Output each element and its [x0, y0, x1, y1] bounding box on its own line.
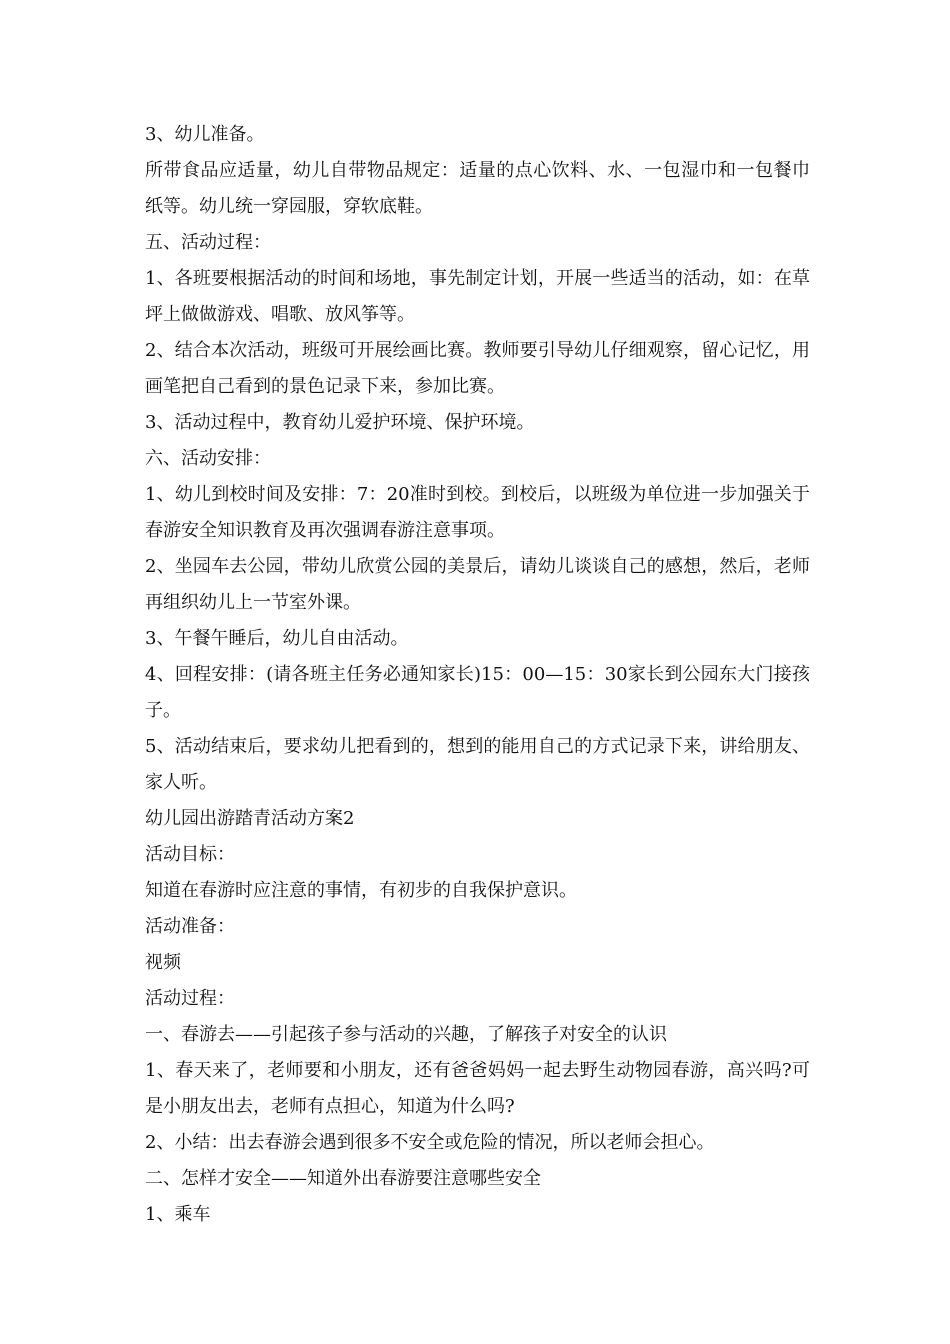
document-body [145, 117, 810, 1233]
section-heading-activity-process: 五、活动过程： [145, 232, 271, 253]
paragraph-goals: 知道在春游时应注意的事情，有初步的自我保护意识。 [145, 880, 577, 901]
heading-preparation: 活动准备： [145, 916, 235, 937]
heading-goals: 活动目标： [145, 844, 235, 865]
paragraph-record: 5、活动结束后，要求幼儿把看到的，想到的能用自己的方式记录下来，讲给朋友、家人听。 [145, 736, 810, 793]
paragraph-child-prep: 3、幼儿准备。 [145, 124, 265, 145]
heading-process: 活动过程： [145, 988, 235, 1009]
section-heading-spring-trip: 一、春游去——引起孩子参与活动的兴趣，了解孩子对安全的认识 [145, 1024, 667, 1045]
paragraph-environment: 3、活动过程中，教育幼儿爱护环境、保护环境。 [145, 412, 535, 433]
section-heading-safety: 二、怎样才安全——知道外出春游要注意哪些安全 [145, 1168, 541, 1189]
paragraph-spring-question: 1、春天来了，老师要和小朋友，还有爸爸妈妈一起去野生动物园春游，高兴吗?可是小朋友出去，老师有点担心，知道为什么吗? [145, 1060, 810, 1117]
paragraph-arrival: 1、幼儿到校时间及安排：7：20准时到校。到校后，以班级为单位进一步加强关于春游安全知识教育及再次强调春游注意事项。 [145, 484, 810, 541]
paragraph-summary: 2、小结：出去春游会遇到很多不安全或危险的情况，所以老师会担心。 [145, 1132, 715, 1153]
paragraph-lunch: 3、午餐午睡后，幼儿自由活动。 [145, 628, 409, 649]
section-heading-schedule: 六、活动安排： [145, 448, 271, 469]
paragraph-return: 4、回程安排：(请各班主任务必通知家长)15：00—15：30家长到公园东大门接孩子。 [145, 664, 810, 721]
plan-2-title: 幼儿园出游踏青活动方案2 [145, 808, 355, 829]
paragraph-video: 视频 [145, 952, 181, 973]
paragraph-ride: 1、乘车 [145, 1204, 211, 1225]
paragraph-food-items: 所带食品应适量，幼儿自带物品规定：适量的点心饮料、水、一包湿巾和一包餐巾纸等。幼儿统一穿园服，穿软底鞋。 [145, 160, 810, 217]
paragraph-class-plan: 1、各班要根据活动的时间和场地，事先制定计划，开展一些适当的活动，如：在草坪上做做游戏、唱歌、放风筝等。 [145, 268, 810, 325]
paragraph-bus-park: 2、坐园车去公园，带幼儿欣赏公园的美景后，请幼儿谈谈自己的感想，然后，老师再组织幼儿上一节室外课。 [145, 556, 810, 613]
paragraph-drawing-contest: 2、结合本次活动，班级可开展绘画比赛。教师要引导幼儿仔细观察，留心记忆，用画笔把自己看到的景色记录下来，参加比赛。 [145, 340, 810, 397]
